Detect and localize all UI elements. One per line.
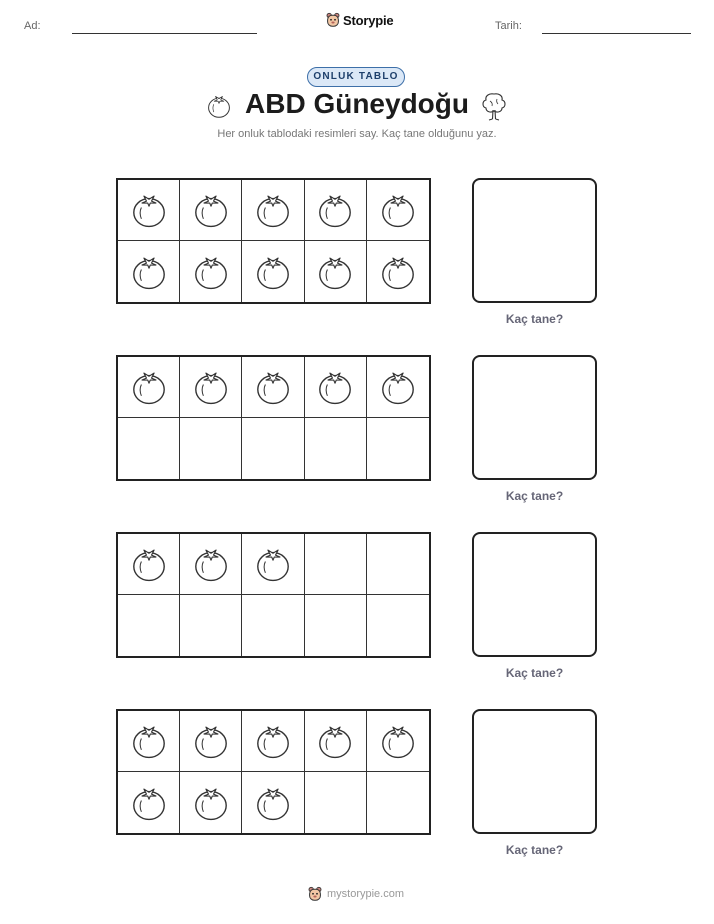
tomato-icon xyxy=(192,784,230,822)
date-label: Tarih: xyxy=(495,20,522,32)
tomato-icon xyxy=(192,545,230,583)
tree-icon xyxy=(480,90,508,122)
tomato-icon xyxy=(254,722,292,760)
tomato-icon xyxy=(192,368,230,406)
page-title: ABD Güneydoğu xyxy=(245,88,469,119)
frame-cell xyxy=(180,241,242,302)
frame-cell xyxy=(242,241,304,302)
frame-cell xyxy=(180,418,242,479)
frame-cell xyxy=(305,357,367,418)
date-line[interactable] xyxy=(542,33,691,34)
frame-cell xyxy=(242,711,304,772)
answer-box-4[interactable] xyxy=(472,709,597,834)
frame-cell xyxy=(242,534,304,595)
frame-cell xyxy=(180,595,242,656)
instructions: Her onluk tablodaki resimleri say. Kaç tane olduğunu yaz. xyxy=(217,128,497,140)
answer-label-2: Kaç tane? xyxy=(505,489,564,503)
tomato-icon xyxy=(254,784,292,822)
tomato-icon xyxy=(379,191,417,229)
answer-label-1: Kaç tane? xyxy=(505,312,564,326)
tomato-icon xyxy=(379,368,417,406)
tomato-icon xyxy=(130,722,168,760)
tomato-icon xyxy=(130,191,168,229)
tomato-icon xyxy=(254,191,292,229)
ten-frame-4 xyxy=(116,709,431,835)
frame-cell xyxy=(367,595,429,656)
name-line[interactable] xyxy=(72,33,257,34)
tomato-icon xyxy=(379,253,417,291)
tomato-icon xyxy=(316,722,354,760)
tomato-icon xyxy=(130,253,168,291)
frame-cell xyxy=(305,180,367,241)
frame-cell xyxy=(180,534,242,595)
answer-box-3[interactable] xyxy=(472,532,597,657)
frame-cell xyxy=(180,711,242,772)
frame-cell xyxy=(118,180,180,241)
frame-cell xyxy=(118,241,180,302)
frame-cell xyxy=(118,357,180,418)
footer xyxy=(308,886,404,902)
frame-cell xyxy=(367,772,429,833)
frame-cell xyxy=(305,595,367,656)
tomato-icon xyxy=(130,368,168,406)
frame-cell xyxy=(367,534,429,595)
frame-cell xyxy=(242,418,304,479)
frame-cell xyxy=(242,357,304,418)
frame-cell xyxy=(180,180,242,241)
frame-cell xyxy=(305,772,367,833)
frame-cell xyxy=(242,772,304,833)
tomato-icon xyxy=(316,253,354,291)
frame-cell xyxy=(118,534,180,595)
ten-frame-3 xyxy=(116,532,431,658)
frame-cell xyxy=(367,418,429,479)
footer-url: mystorypie.com xyxy=(327,888,405,900)
frame-cell xyxy=(242,595,304,656)
tomato-icon xyxy=(192,722,230,760)
tomato-icon xyxy=(192,253,230,291)
frame-cell xyxy=(242,180,304,241)
tomato-icon xyxy=(254,253,292,291)
name-label: Ad: xyxy=(24,20,41,32)
frame-cell xyxy=(305,418,367,479)
tomato-icon xyxy=(316,368,354,406)
tomato-icon xyxy=(192,191,230,229)
frame-cell xyxy=(305,241,367,302)
frame-cell xyxy=(305,534,367,595)
answer-label-3: Kaç tane? xyxy=(505,666,564,680)
tomato-icon xyxy=(379,722,417,760)
tomato-icon xyxy=(254,545,292,583)
tomato-icon xyxy=(130,784,168,822)
tomato-icon xyxy=(316,191,354,229)
frame-cell xyxy=(367,241,429,302)
storypie-mascot-icon xyxy=(308,886,322,902)
frame-cell xyxy=(305,711,367,772)
tomato-icon xyxy=(130,545,168,583)
answer-box-2[interactable] xyxy=(472,355,597,480)
storypie-mascot-icon xyxy=(326,12,340,28)
frame-cell xyxy=(180,357,242,418)
frame-cell xyxy=(118,711,180,772)
ten-frame-2 xyxy=(116,355,431,481)
brand-name: Storypie xyxy=(343,12,394,28)
ten-frame-1 xyxy=(116,178,431,304)
frame-cell xyxy=(367,180,429,241)
frame-cell xyxy=(118,418,180,479)
frame-cell xyxy=(367,357,429,418)
storypie-logo xyxy=(326,12,393,28)
answer-label-4: Kaç tane? xyxy=(505,843,564,857)
worksheet-type-badge: ONLUK TABLO xyxy=(307,67,405,87)
answer-box-1[interactable] xyxy=(472,178,597,303)
frame-cell xyxy=(118,595,180,656)
frame-cell xyxy=(118,772,180,833)
frame-cell xyxy=(367,711,429,772)
tomato-icon xyxy=(254,368,292,406)
frame-cell xyxy=(180,772,242,833)
